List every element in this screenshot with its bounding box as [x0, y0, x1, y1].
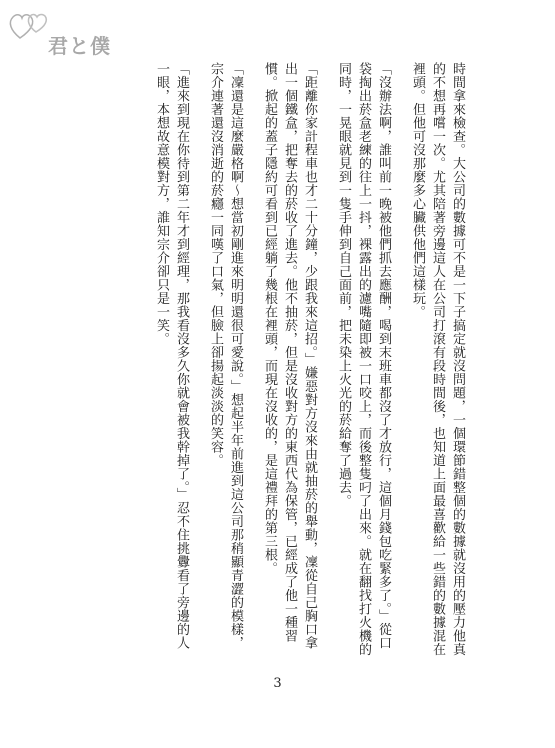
paragraph: 「進來到現在你待到第二年才到經理，那我看沒多久你就會被我幹掉了。」忍不住挑釁看了旁邊的人一眼，本想故意模對方，誰知宗介卻只是一笑。: [154, 62, 189, 650]
paragraph: 「沒辦法啊，誰叫前一晚被他們抓去應酬，喝到末班車都沒了才放行，這個月錢包吃緊多了。」從口袋掏出菸盒老練的往上一抖，裸露出的濾嘴隨即被一口咬上，而後整隻叼了出來。就在翻找打火機的同時，一晃眼就見到一隻手伸到自己面前，把未染上火光的菸給奪了過去。: [336, 62, 391, 656]
logo-text: 君と僕: [48, 34, 111, 58]
body-text: [151, 62, 467, 662]
paragraph: 「距離你家計程車也才二十分鐘，少跟我來這招。」嫌惡對方沒來由就抽菸的舉動，凜從自己胸口拿出一個鐵盒，把奪去的菸收了進去。他不抽菸，但是沒收對方的東西代為保管，已經成了他一種習慣。掀起的蓋子隱約可看到已經躺了幾根在裡頭，而現在沒收的，是這禮拜的第三根。: [262, 62, 317, 650]
paragraph: 時間拿來檢查。大公司的數據可不是一下子搞定就沒問題，一個環節錯整個的數據就沒用的壓力他真的不想再嚐一次。尤其陪著旁邊這人在公司打滾有段時間後，也知道上面最喜歡給一些錯的數據混在裡頭。但他可沒那麼多心臟供他們這樣玩。: [410, 62, 465, 656]
paragraph: 「凜還是這麼嚴格啊～想當初剛進來明明還很可愛說。」想起半年前進到這公司那稍顯青澀的模樣，宗介連著還沒消逝的菸癮一同嘆了口氣，但臉上卻揚起淡淡的笑容。: [208, 62, 243, 650]
logo: [8, 8, 138, 58]
hearts-icon: [8, 8, 52, 44]
page-number: 3: [273, 676, 282, 691]
